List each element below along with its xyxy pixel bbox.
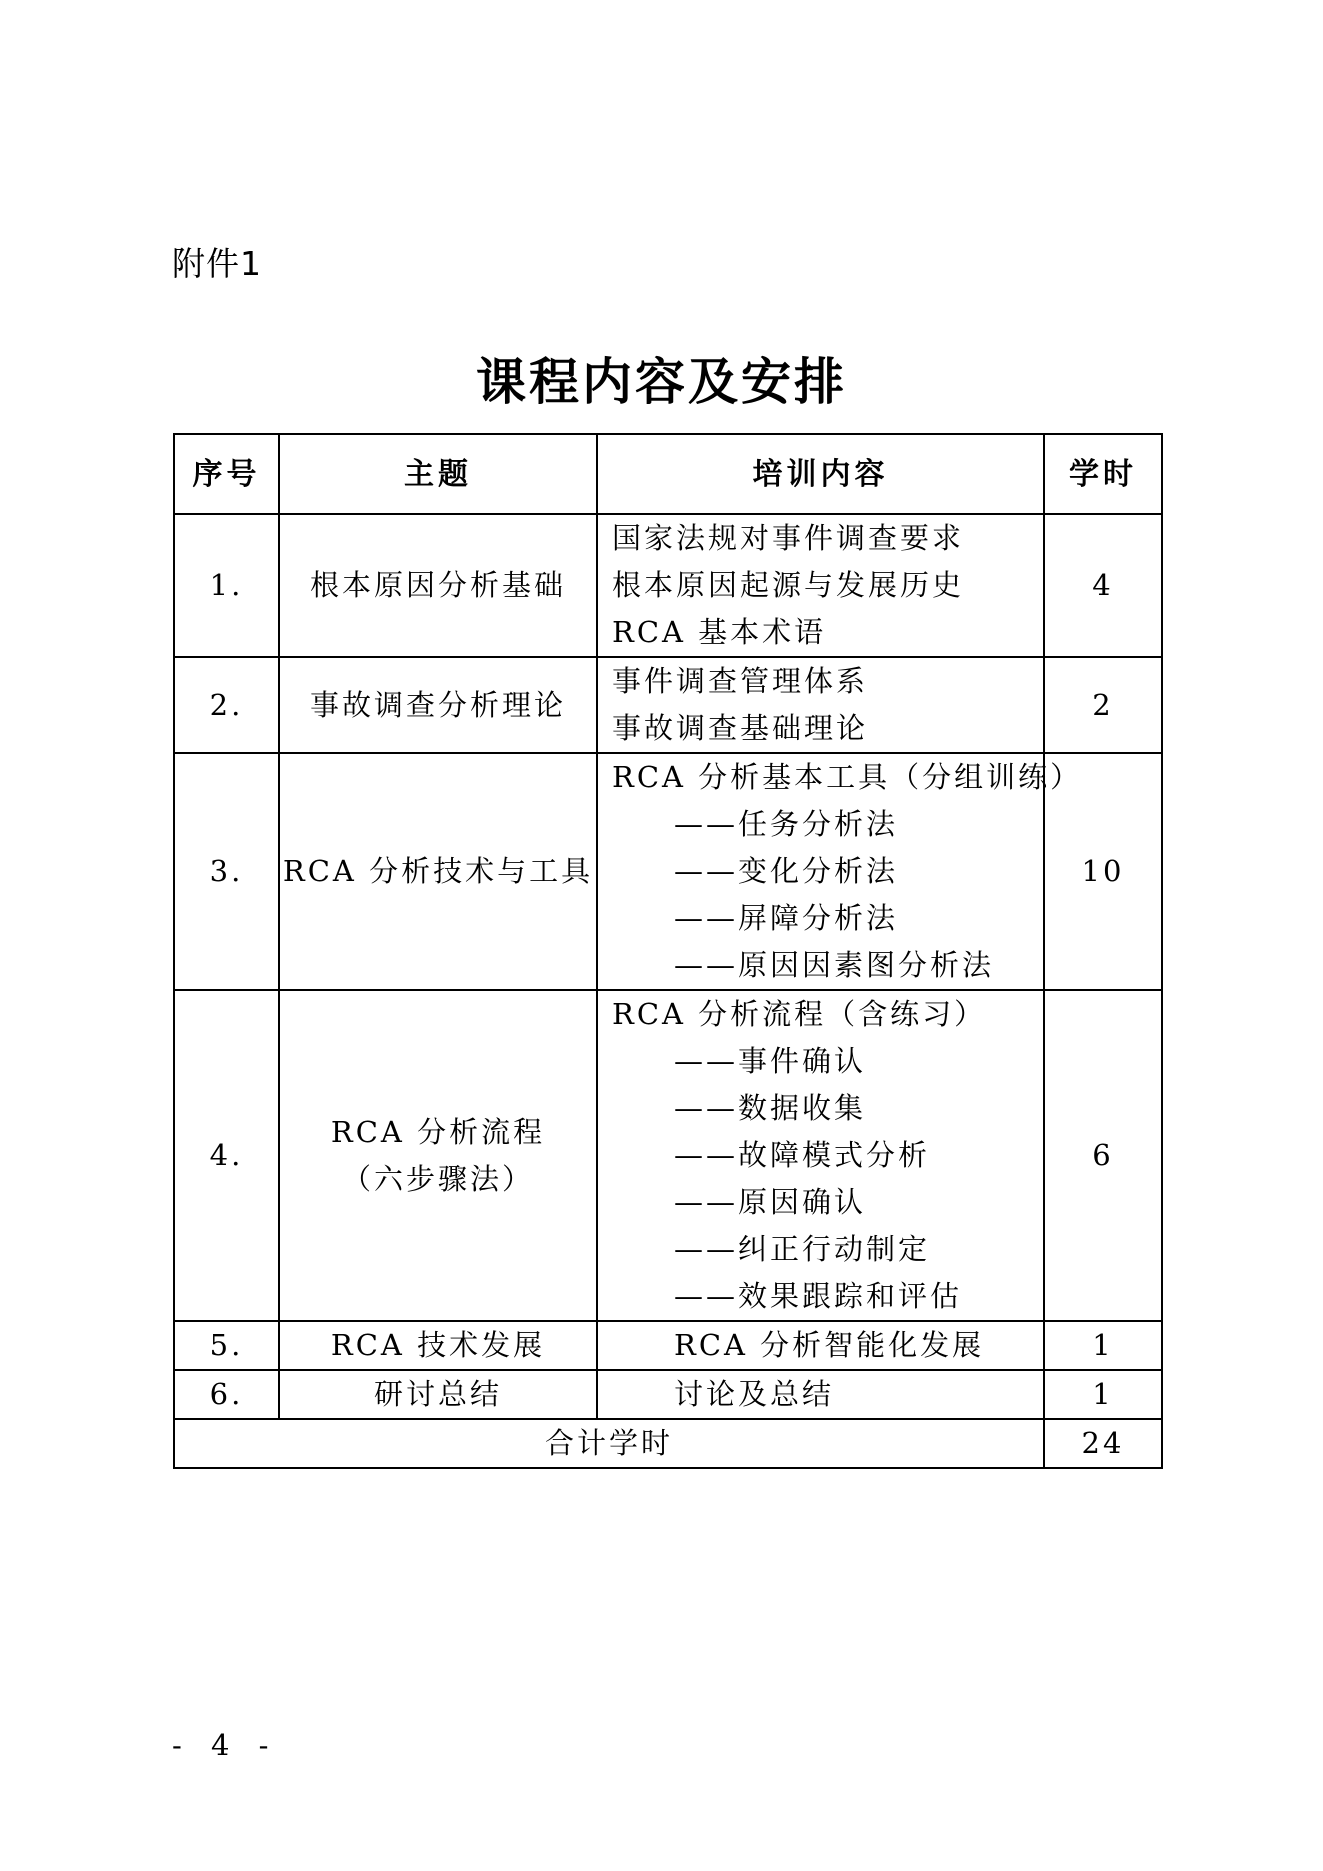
topic-line: 根本原因分析基础 <box>309 568 566 602</box>
topic-line: 研讨总结 <box>373 1377 502 1411</box>
content-item: 根本原因起源与发展历史 <box>612 568 965 602</box>
row-index: 6. <box>174 1370 279 1419</box>
row-content <box>597 1370 1044 1419</box>
total-row <box>174 1419 1162 1468</box>
topic-line: RCA 分析流程 <box>330 1114 546 1149</box>
row-index: 2. <box>174 657 279 753</box>
content-subitem: ——事件确认 <box>674 1044 867 1078</box>
content-item: 国家法规对事件调查要求 <box>612 521 965 555</box>
content-subitem: ——故障模式分析 <box>674 1138 931 1172</box>
row-index: 5. <box>174 1321 279 1370</box>
row-topic <box>279 990 597 1321</box>
content-item: RCA 分析基本工具（分组训练） <box>612 760 1083 794</box>
table-header-row <box>174 434 1162 514</box>
topic-line: RCA 分析技术与工具 <box>282 854 594 888</box>
row-content <box>597 514 1044 657</box>
content-subitem: ——原因因素图分析法 <box>674 948 995 982</box>
row-topic <box>279 514 597 657</box>
row-hours: 10 <box>1044 753 1162 990</box>
table-row <box>174 990 1162 1321</box>
row-hours: 6 <box>1044 990 1162 1321</box>
content-subitem: ——效果跟踪和评估 <box>674 1279 963 1313</box>
content-subitem: ——任务分析法 <box>674 807 899 841</box>
row-content <box>597 753 1083 990</box>
row-topic <box>279 753 597 990</box>
table-body <box>174 514 1162 1419</box>
row-hours: 1 <box>1044 1321 1162 1370</box>
document-title: 课程内容及安排 <box>476 353 847 411</box>
content-item: RCA 分析流程（含练习） <box>612 997 987 1031</box>
row-hours: 1 <box>1044 1370 1162 1419</box>
content-item: 事故调查基础理论 <box>612 711 869 745</box>
row-index: 4. <box>174 990 279 1321</box>
content-subitem: ——屏障分析法 <box>674 901 899 935</box>
total-hours: 24 <box>1044 1419 1162 1468</box>
topic-line: 事故调查分析理论 <box>309 687 566 722</box>
row-hours: 4 <box>1044 514 1162 657</box>
topic-line: RCA 技术发展 <box>330 1328 546 1362</box>
header-hours: 学时 <box>1044 434 1162 514</box>
content-subitem: ——纠正行动制定 <box>674 1232 931 1266</box>
row-topic <box>279 657 597 753</box>
header-content: 培训内容 <box>597 434 1044 514</box>
content-item: RCA 分析智能化发展 <box>674 1328 985 1362</box>
table-row <box>174 1370 1162 1419</box>
header-topic: 主题 <box>279 434 597 514</box>
row-hours: 2 <box>1044 657 1162 753</box>
row-topic <box>279 1321 597 1370</box>
content-subitem: ——原因确认 <box>674 1185 867 1219</box>
table-row <box>174 657 1162 753</box>
row-content <box>597 657 1044 753</box>
course-schedule-table <box>173 433 1163 1469</box>
row-content <box>597 1321 1044 1370</box>
row-index: 1. <box>174 514 279 657</box>
attachment-label: 附件1 <box>172 244 262 283</box>
table-row <box>174 514 1162 657</box>
content-subitem: ——变化分析法 <box>674 854 899 888</box>
header-index: 序号 <box>174 434 279 514</box>
content-item: 讨论及总结 <box>674 1377 835 1411</box>
content-item: 事件调查管理体系 <box>612 664 869 698</box>
total-label: 合计学时 <box>174 1419 1044 1468</box>
table-row <box>174 753 1162 990</box>
row-content <box>597 990 1044 1321</box>
table-row <box>174 1321 1162 1370</box>
content-subitem: ——数据收集 <box>674 1091 867 1125</box>
page-number: - 4 - <box>172 1728 279 1762</box>
content-item: RCA 基本术语 <box>612 615 827 649</box>
row-topic <box>279 1370 597 1419</box>
topic-line: （六步骤法） <box>341 1161 534 1196</box>
row-index: 3. <box>174 753 279 990</box>
